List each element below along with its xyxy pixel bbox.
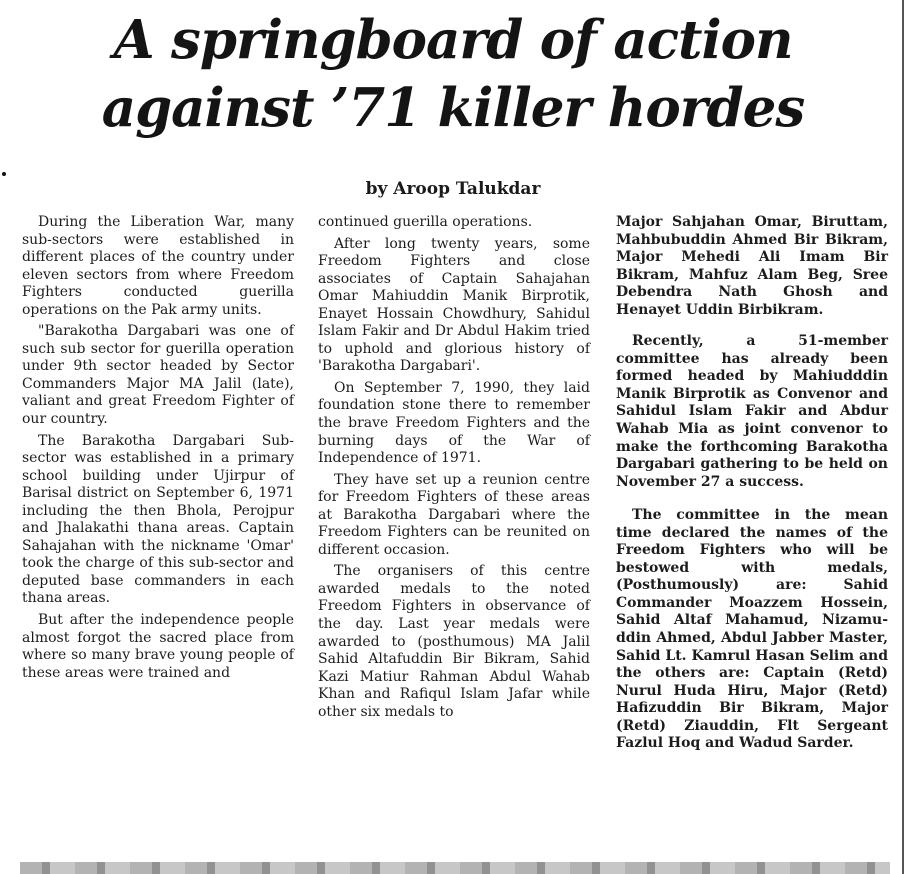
column-3-paragraph-2: Recently, a 51-member committee has already been formed headed by Mahiudddin Manik Birprotik as Convenor and Sahidul Islam Fakir and Abdur Wahab Mia as joint convenor to make the forthcoming Barakotha Dargabari gathering to be held on November 27 a success. (616, 333, 888, 490)
headline-line-2: against ’71 killer hordes (101, 77, 805, 139)
column-2-paragraph-4: They have set up a reunion centre for Freedom Fighters of these areas at Barakotha Dargabari where the Freedom Fighters can be reunited on different occasion. (318, 471, 590, 558)
column-1-paragraph-3: The Barakotha Dargabari Sub-sector was established in a primary school building under Ujirpur of Barisal district on September 6, 1971 including the then Bhola, Perojpur and Jhalakathi thana areas. Captain Sahajahan with the nickname 'Omar' took the charge of this sub-sector and deputed base commanders in each thana areas. (22, 432, 294, 607)
byline: by Aroop Talukdar (365, 179, 541, 199)
headline (0, 6, 906, 142)
edge-mark (2, 172, 6, 176)
column-2-paragraph-2: After long twenty years, some Freedom Fighters and close associates of Captain Sahajahan Omar Mahiuddin Manik Birprotik, Enayet Hossain Chowdhury, Sahidul Islam Fakir and Dr Abdul Hakim tried to uphold and glorious history of 'Barakotha Dargabari'. (318, 235, 590, 375)
bottom-edge-strip (20, 862, 890, 874)
column-1-paragraph-4: But after the independence people almost forgot the sacred place from where so many brave young people of these areas were trained and (22, 612, 294, 681)
column-2-paragraph-3: On September 7, 1990, they laid foundation stone there to remember the brave Freedom Fighters and the burning days of the War of Independence of 1971. (318, 379, 590, 467)
column-3-paragraph-1: Major Sahjahan Omar, Biruttam, Mahbubuddin Ahmed Bir Bikram, Major Mehedi Ali Imam Bir Bikram, Mahfuz Alam Beg, Sree Debendra Nath Ghosh and Henayet Uddin Birbikram. (616, 214, 888, 318)
column-2-paragraph-1: continued guerilla operations. (318, 214, 533, 230)
column-1-paragraph-1: During the Liberation War, many sub-sectors were established in different places of the country under eleven sectors from where Freedom Fighters conducted guerilla operations on the Pak army units. (22, 214, 294, 318)
headline-line-1: A springboard of action (113, 9, 793, 71)
column-3-paragraph-3: The committee in the mean time declared the names of the Freedom Fighters who will be bestowed with medals, (Posthumously) are: Sahid Commander Moazzem Hossein, Sahid Altaf Mahamud, Nizamuddin Ahmed, Abdul Jabber Master, Sahid Lt. Kamrul Hasan Selim and the others are: Captain (Retd) Nurul Huda Hiru, Major (Retd) Hafizuddin Bir Bikram, Major (Retd) Ziauddin, Flt Sergeant Fazlul Hoq and Wadud Sarder. (616, 507, 888, 752)
article-column-2 (318, 214, 590, 725)
article-column-3 (616, 214, 888, 769)
column-2-paragraph-5: The organisers of this centre awarded medals to the noted Freedom Fighters in observance of the day. Last year medals were awarded to (posthumous) MA Jalil Sahid Altafuddin Bir Bikram, Sahid Kazi Matiur Rahman Abdul Wahab Khan and Rafiqul Islam Jafar while other six medals to (318, 563, 590, 720)
article-column-1 (22, 214, 294, 686)
column-1-paragraph-2: "Barakotha Dargabari was one of such sub sector for guerilla operation under 9th sector headed by Sector Commanders Major MA Jalil (late), valiant and great Freedom Fighter of our country. (22, 323, 294, 428)
